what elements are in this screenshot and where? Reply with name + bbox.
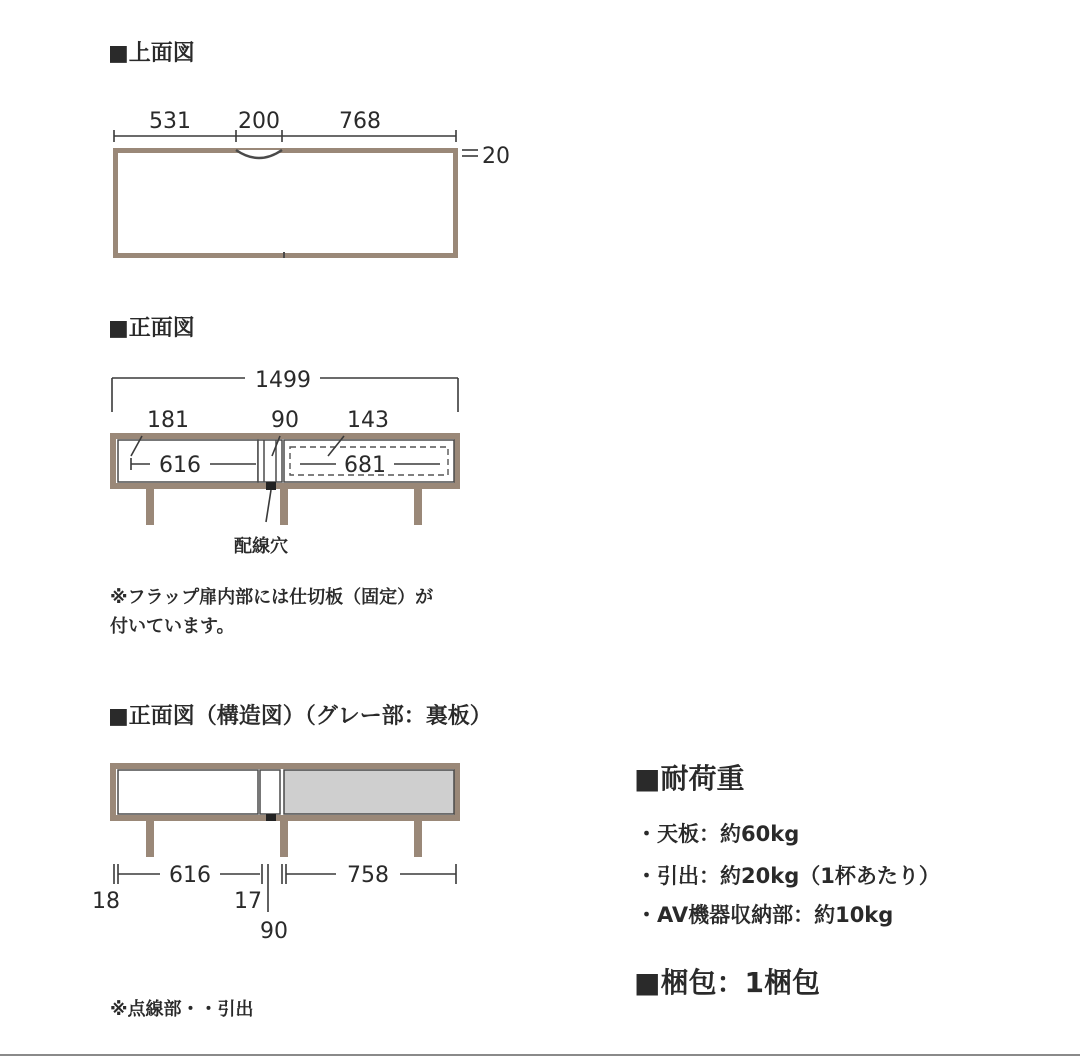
structure-view-cabinet	[110, 763, 460, 857]
top-view-board	[113, 148, 458, 258]
load-item-top: ・天板：約60kg	[636, 822, 800, 846]
front-dim-681: 681	[344, 453, 386, 478]
cable-hole-leader	[266, 490, 271, 522]
top-dim-768: 768	[339, 109, 381, 134]
structure-view-heading: ■正面図（構造図）（グレー部：裏板）	[108, 704, 492, 729]
structure-dim-758: 758	[347, 863, 389, 888]
load-item-drawer: ・引出：約20kg（1杯あたり）	[636, 864, 940, 888]
load-item-av-storage: ・AV機器収納部：約10kg	[636, 903, 894, 927]
top-dim-thickness: 20	[482, 144, 510, 169]
front-view-heading: ■正面図	[108, 316, 195, 341]
front-dim-181: 181	[147, 408, 189, 433]
structure-dim-616: 616	[169, 863, 211, 888]
load-capacity-heading: ■耐荷重	[634, 762, 745, 795]
top-dim-531: 531	[149, 109, 191, 134]
front-view-cabinet	[110, 433, 460, 525]
top-view-heading: ■上面図	[108, 41, 195, 66]
structure-dimension-lines	[114, 864, 456, 912]
front-dim-616: 616	[159, 453, 201, 478]
front-dim-1499: 1499	[255, 368, 311, 393]
packing-info: ■梱包：1梱包	[634, 966, 820, 999]
structure-dim-18: 18	[92, 889, 120, 914]
top-thickness-marker	[462, 150, 478, 156]
structure-dim-17: 17	[234, 889, 262, 914]
front-dim-143: 143	[347, 408, 389, 433]
front-note-line1: ※フラップ扉内部には仕切板（固定）が	[110, 587, 434, 608]
cable-hole-label: 配線穴	[234, 536, 288, 557]
front-note-line2: 付いています。	[110, 616, 235, 637]
front-dim-90: 90	[271, 408, 299, 433]
top-dim-200: 200	[238, 109, 280, 134]
structure-dim-90: 90	[260, 919, 288, 944]
drawer-dashed-note: ※点線部・・引出	[110, 999, 254, 1020]
